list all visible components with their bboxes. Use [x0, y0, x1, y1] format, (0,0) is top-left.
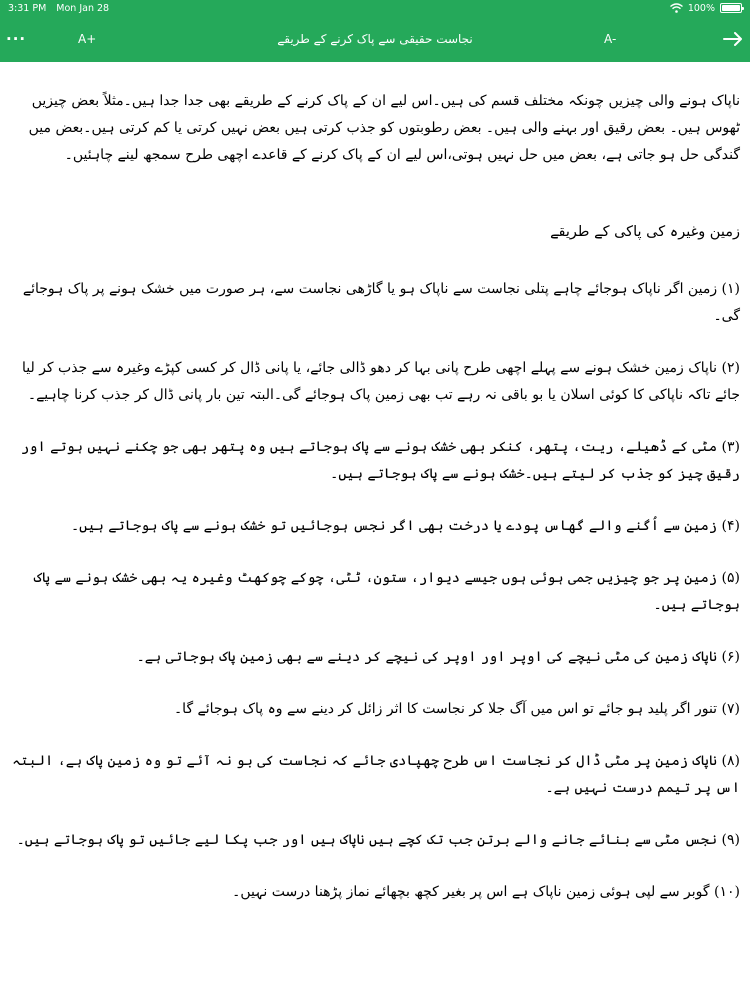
- rule-item-3: (۳) مٹی کے ڈھیلے، ریت، پتھر، کنکر بھی خشک ہونے سے پاک ہوجاتے ہیں وہ پتھر بھی جو چکنے نہیں ہوتے اور رقیق چیز کو جذب کر لیتے ہیں۔خشک ہونے سے پاک ہوجاتے ہیں۔: [21, 439, 740, 482]
- navigation-bar: [0, 16, 750, 62]
- battery-icon: [720, 3, 742, 13]
- rule-item-10: (۱۰) گوبر سے لپی ہوئی زمین ناپاک ہے اس پر بغیر کچھ بچھائے نماز پڑھنا درست نہیں۔: [232, 884, 740, 900]
- rule-item-7: (۷) تنور اگر پلید ہو جائے تو اس میں آگ جلا کر نجاست کا اثر زائل کر دینے سے وہ پاک ہوجائے گا۔: [173, 701, 740, 717]
- arrow-right-icon: [723, 32, 743, 46]
- status-right: [670, 3, 742, 14]
- article-content: [10, 88, 740, 931]
- rule-item-6: (۶) ناپاک زمین کی مٹی نیچے کی اوپر اور اوپر کی نیچے کر دینے سے بھی زمین پاک ہوجاتی ہے۔: [136, 649, 740, 665]
- rule-item-5: (۵) زمین پر جو چیزیں جمی ہوئی ہوں جیسے دیوار، ستون، ٹٹی، چوکے چوکھٹ وغیرہ یہ بھی خشک ہونے سے پاک ہوجاتے ہیں۔: [33, 570, 740, 613]
- wifi-icon: [670, 3, 683, 13]
- battery-level-fill: [722, 5, 740, 11]
- page-title: نجاست حقیقی سے پاک کرنے کے طریقے: [277, 32, 473, 46]
- rule-item-9: (۹) نجس مٹی سے بنائے جانے والے برتن جب تک کچے ہیں ناپاک ہیں اور جب پکا لیے جائیں تو پاک ہوجاتے ہیں۔: [16, 832, 740, 848]
- status-date: Mon Jan 28: [56, 2, 110, 14]
- status-bar: [0, 0, 750, 16]
- status-left: [8, 3, 109, 14]
- rule-item-1: (۱) زمین اگر ناپاک ہوجائے چاہے پتلی نجاست سے ناپاک ہو یا گاڑھی نجاست سے، ہر صورت میں خشک ہونے پر پاک ہوجائے گی۔: [22, 281, 740, 324]
- font-decrease-button[interactable]: A-: [604, 32, 617, 46]
- more-button[interactable]: ···: [6, 30, 27, 48]
- forward-arrow-button[interactable]: [722, 16, 744, 62]
- rule-item-8: (۸) ناپاک زمین پر مٹی ڈال کر نجاست اس طرح چھپادی جائے کہ نجاست کی بو نہ آئے تو وہ زمین پاک ہے، البتہ اس پر تیمم درست نہیں ہے۔: [12, 753, 740, 796]
- battery-percent: 100%: [687, 2, 715, 14]
- status-time: 3:31 PM: [8, 2, 47, 14]
- rule-item-2: (۲) ناپاک زمین خشک ہونے سے پہلے اچھی طرح پانی بہا کر دھو ڈالی جائے، یا پانی ڈال کر کسی کپڑے وغیرہ سے جذب کر لیا جائے تاکہ ناپاکی کا کوئی اسلان یا بو باقی نہ رہے تب بھی زمین پاک ہوجائے گی۔البتہ تین بار پانی ڈال کر جذب کرنا چاہیے۔: [21, 360, 740, 403]
- section-heading: زمین وغیرہ کی پاکی کے طریقے: [550, 224, 740, 240]
- intro-paragraph: ناپاک ہونے والی چیزیں چونکہ مختلف قسم کی ہیں۔اس لیے ان کے پاک کرنے کے طریقے بھی جدا جدا ہیں۔مثلاً بعض چیزیں ٹھوس ہیں۔ بعض رقیق اور بہنے والی ہیں۔ بعض رطوبتوں کو جذب کرتی ہیں بعض نہیں کرتی یا کم کرتی ہیں۔بعض میں گندگی حل ہو جاتی ہے، بعض میں حل نہیں ہوتی،اس لیے ان کے پاک کرنے کے قاعدے اچھی طرح سمجھ لینے چاہئیں۔: [28, 93, 740, 163]
- rule-item-4: (۴) زمین سے اُگنے والے گھاس پودے یا درخت بھی اگر نجس ہوجائیں تو خشک ہونے سے پاک ہوجاتے ہیں۔: [70, 518, 740, 534]
- font-increase-button[interactable]: A+: [78, 32, 97, 46]
